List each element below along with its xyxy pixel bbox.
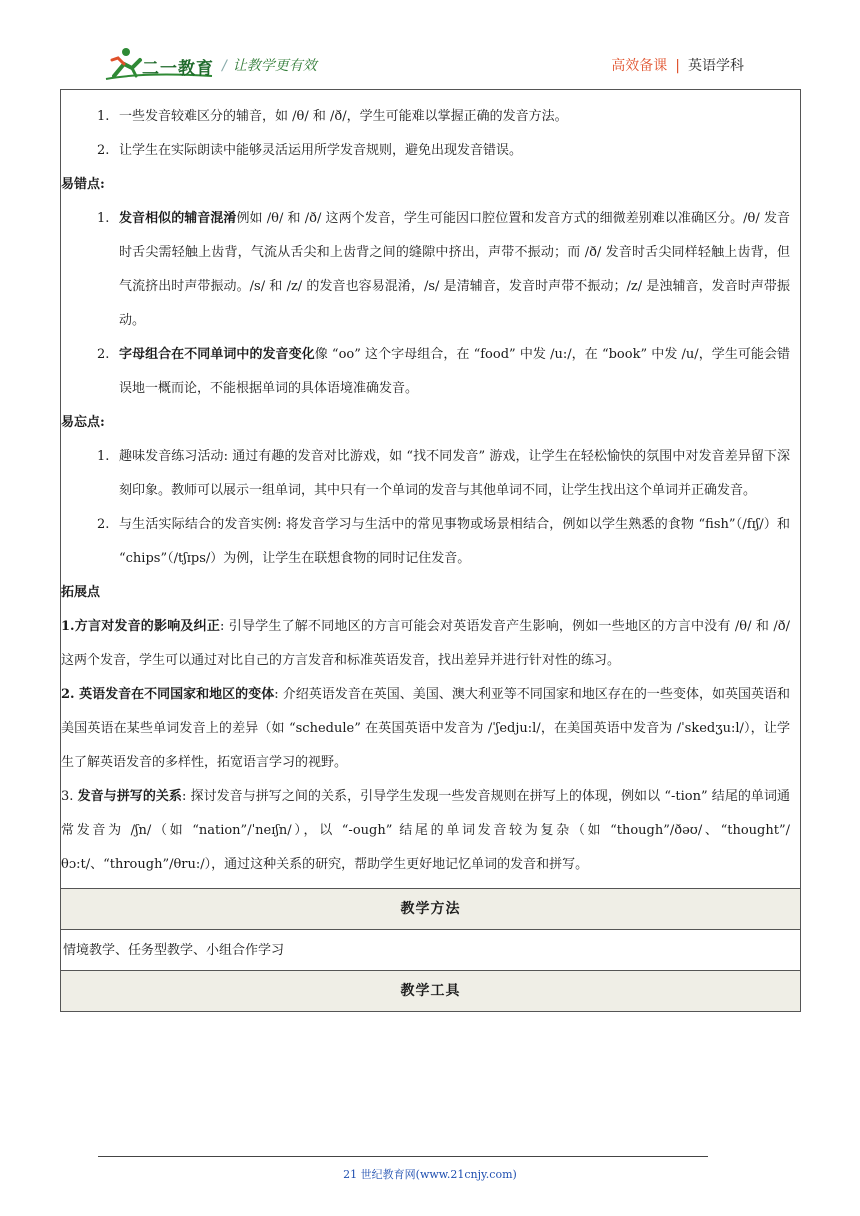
list-item: 2. 与生活实际结合的发音实例: 将发音学习与生活中的常见事物或场景相结合，例如以学生熟悉的食物 “fish”（/fɪʃ/）和 “chips”（/tʃɪps/）为例，让学生在联想食物的同时记住发音。 — [97, 517, 790, 566]
lesson-table — [60, 89, 801, 1012]
list-item: 1. 趣味发音练习活动: 通过有趣的发音对比游戏，如 “找不同发音” 游戏，让学生在轻松愉快的氛围中对发音差异留下深刻印象。教师可以展示一组单词，其中只有一个单词的发音与其他单词不同，让学生找出这个单词并正确发音。 — [97, 449, 790, 498]
expand-paragraph: 2. 英语发音在不同国家和地区的变体: 介绍英语发音在英国、美国、澳大利亚等不同国家和地区存在的一些变体，如英国英语和美国英语在某些单词发音上的差异（如 “schedule” 在英国英语中发音为 /ˈʃedju:l/，在美国英语中发音为 /ˈskedʒu:l/），让学生了解英语发音的多样性，拓宽语言学习的视野。 — [61, 687, 790, 770]
list-item: 1. 发音相似的辅音混淆例如 /θ/ 和 /ð/ 这两个发音，学生可能因口腔位置和发音方式的细微差别难以准确区分。/θ/ 发音时舌尖需轻触上齿背，气流从舌尖和上齿背之间的缝隙中挤出，声带不振动；而 /ð/ 发音时舌尖同样轻触上齿背，但气流挤出时声带振动。/s/ 和 /z/ 的发音也容易混淆，/s/ 是清辅音，发音时声带不振动；/z/ 是浊辅音，发音时声带振动。 — [97, 211, 790, 328]
expand-paragraph: 1.方言对发音的影响及纠正: 引导学生了解不同地区的方言可能会对英语发音产生影响，例如一些地区的方言中没有 /θ/ 和 /ð/ 这两个发音，学生可以通过对比自己的方言发音和标准英语发音，找出差异并进行针对性的练习。 — [61, 619, 790, 668]
tag-subject: 英语学科 — [688, 58, 744, 74]
footer-text: 21 世纪教育网(www.21cnjy.com) — [343, 1168, 517, 1181]
list-item: 2. 让学生在实际朗读中能够灵活运用所学发音规则，避免出现发音错误。 — [97, 143, 523, 158]
list-item: 2. 字母组合在不同单词中的发音变化像 “oo” 这个字母组合，在 “food” 中发 /u:/，在 “book” 中发 /u/，学生可能会错误地一概而论，不能根据单词的具体语境准确发音。 — [97, 347, 790, 396]
page-header — [0, 0, 860, 90]
tag-efficient-prep: 高效备课 — [611, 58, 668, 74]
method-section-title: 教学方法 — [61, 888, 800, 929]
footer-divider — [98, 1156, 708, 1157]
tools-section-title: 教学工具 — [61, 970, 800, 1012]
slogan: / 让教学更有效 — [222, 58, 317, 74]
tag-separator: | — [675, 58, 680, 74]
method-section-body: 情境教学、任务型教学、小组合作学习 — [61, 929, 800, 970]
expand-heading: 拓展点 — [61, 585, 101, 600]
forget-heading: 易忘点: — [61, 415, 105, 430]
error-heading: 易错点: — [61, 177, 105, 192]
logo-text: 二一教育 — [142, 59, 214, 79]
slogan-text: 让教学更有效 — [232, 58, 317, 74]
list-item: 1. 一些发音较难区分的辅音，如 /θ/ 和 /ð/，学生可能难以掌握正确的发音方法。 — [97, 109, 568, 124]
expand-paragraph: 3. 发音与拼写的关系: 探讨发音与拼写之间的关系，引导学生发现一些发音规则在拼写上的体现，例如以 “-tion” 结尾的单词通常发音为 /ʃn/（如 “nation”/ˈneɪʃn/），以 “-ough” 结尾的单词发音较为复杂（如 “though”/ðəʊ/、“thought”/θɔ:t/、“through”/θru:/），通过这种关系的研究，帮助学生更好地记忆单词的发音和拼写。 — [61, 789, 790, 872]
content-cell — [61, 90, 800, 888]
header-tags — [611, 55, 744, 75]
